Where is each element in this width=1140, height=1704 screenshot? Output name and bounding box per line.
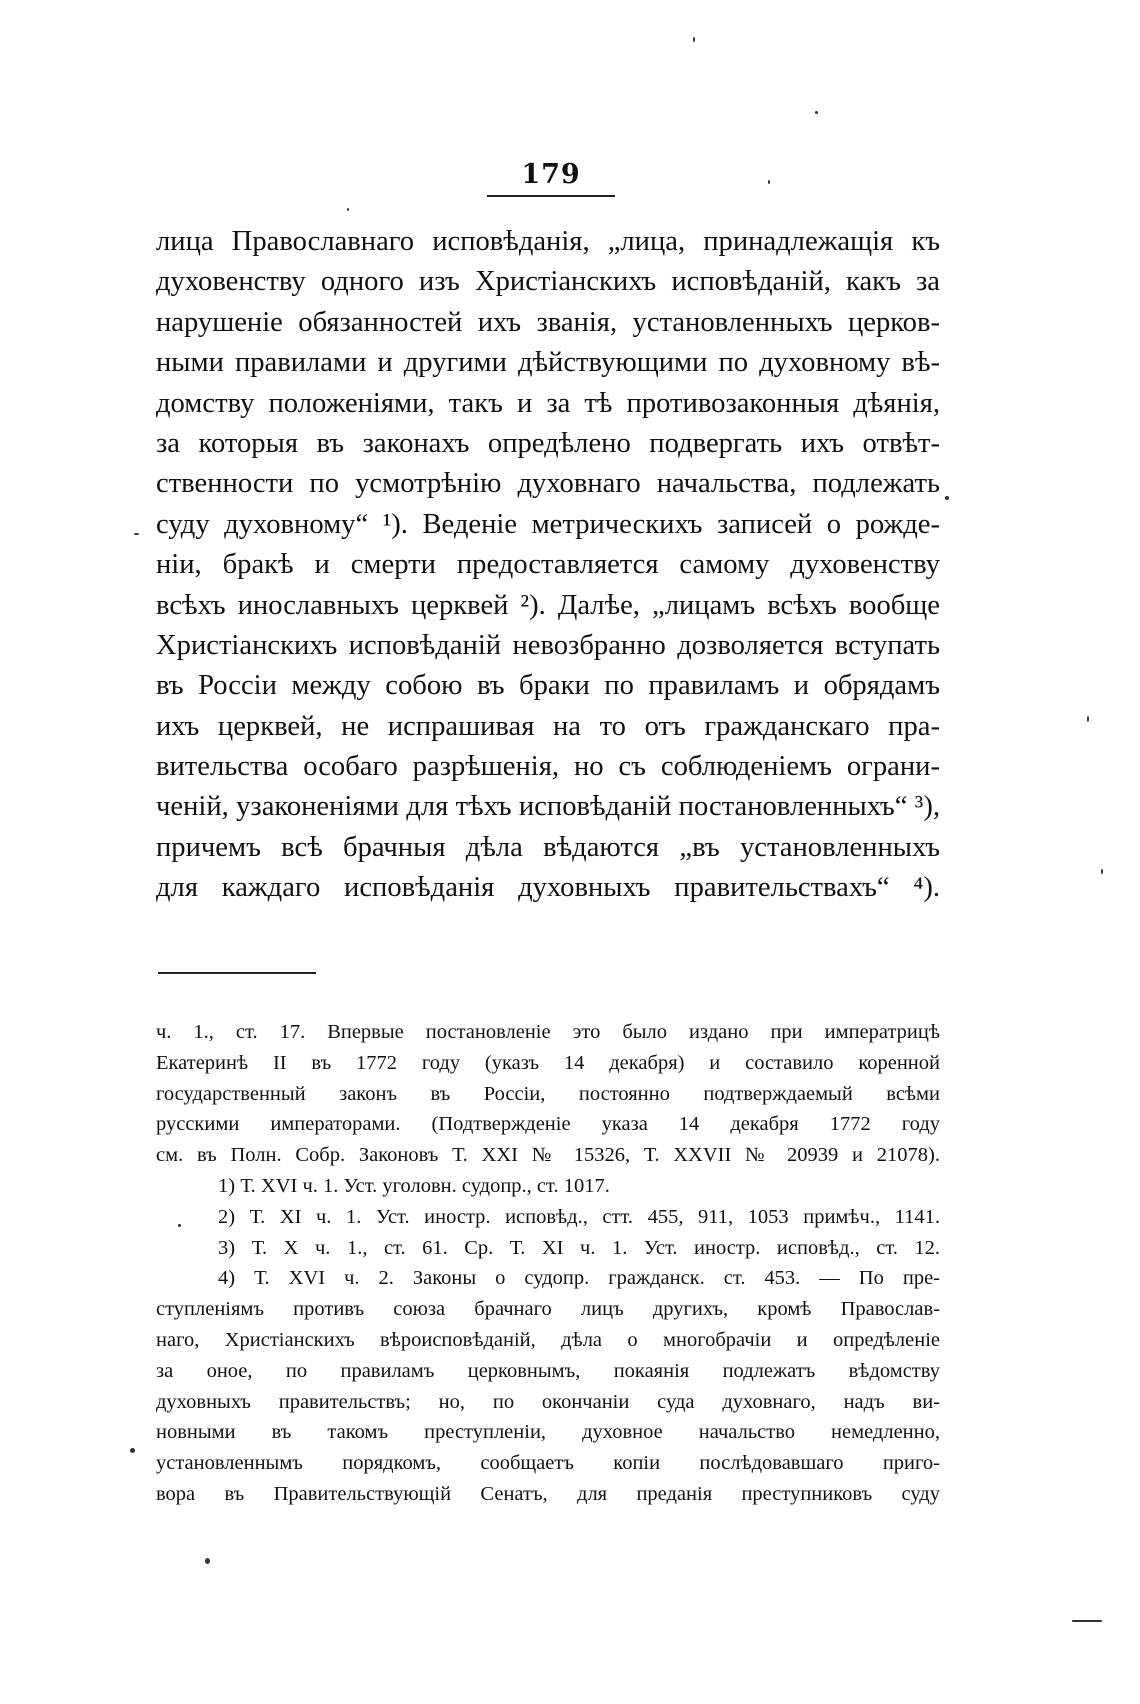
footnote-line: новными въ такомъ преступленіи, духовное начальство немедленно, [156,1421,940,1444]
footnote-line: ступленіямъ противъ союза брачнаго лицъ другихъ, кромѣ Православ- [156,1298,940,1321]
footnote-line: установленнымъ порядкомъ, сообщаетъ копіи послѣдовавшаго приго- [156,1452,940,1475]
scan-speck [347,208,349,211]
body-line: духовенству одного изъ Христіанскихъ исповѣданій, какъ за [156,266,940,298]
scan-speck [945,496,949,500]
footnote-line: 3) Т. X ч. 1., ст. 61. Ср. Т. XI ч. 1. Уст. иностр. исповѣд., ст. 12. [218,1236,940,1259]
body-line: вительства особаго разрѣшенія, но съ соблюденіемъ ограни- [156,751,940,783]
footnote-line: за оное, по правиламъ церковнымъ, покаянія подлежатъ вѣдомству [156,1359,940,1382]
footnote-line: духовныхъ правительствъ; но, по окончаніи суда духовнаго, надъ ви- [156,1390,940,1413]
scan-speck [1101,869,1103,874]
body-line: всѣхъ инославныхъ церквей ²). Далѣе, „лицамъ всѣхъ вообще [156,589,940,621]
body-line: суду духовному“ ¹). Веденіе метрическихъ записей о рожде- [156,508,940,540]
body-line: причемъ всѣ брачныя дѣла вѣдаются „въ установленныхъ [156,831,940,863]
footnote-separator [158,972,316,974]
body-line: нарушеніе обязанностей ихъ званія, установленныхъ церков- [156,306,940,338]
scan-speck [130,1448,135,1453]
body-line: за которыя въ законахъ опредѣлено подвергать ихъ отвѣт- [156,427,940,459]
scan-speck [1072,1620,1102,1622]
footnote-line: ч. 1., ст. 17. Впервые постановленіе это было издано при императрицѣ [156,1021,940,1043]
footnote-line: 4) Т. XVI ч. 2. Законы о судопр. гражданск. ст. 453. — По пре- [218,1267,940,1290]
footnote-line: наго, Христіанскихъ вѣроисповѣданій, дѣла о многобрачіи и опредѣленіе [156,1328,940,1351]
body-line: лица Православнаго исповѣданія, „лица, принадлежащія къ [156,226,940,257]
scan-speck [815,111,818,114]
scan-speck [768,180,770,184]
body-text [156,222,940,909]
scan-speck [134,533,139,535]
scan-speck [205,1558,210,1564]
body-line: Христіанскихъ исповѣданій невозбранно дозволяется вступать [156,629,940,661]
body-line: для каждаго исповѣданія духовныхъ правительствахъ“ ⁴). [156,872,940,904]
scan-speck [1087,716,1089,722]
footnote-line: см. въ Полн. Собр. Законовъ Т. XXI № 15326, Т. XXVII № 20939 и 21078). [156,1144,940,1167]
scan-speck [178,1224,181,1227]
footnotes [156,1017,940,1510]
body-line: ченій, узаконеніями для тѣхъ исповѣданій постановленныхъ“ ³), [156,791,940,823]
footnote-line: вора въ Правительствующій Сенатъ, для преданія преступниковъ суду [156,1482,940,1505]
footnote-line: русскими императорами. (Подтвержденіе указа 14 декабря 1772 году [156,1113,940,1136]
body-line: ственности по усмотрѣнію духовнаго начальства, подлежать [156,468,940,500]
footnote-line: государственный законъ въ Россіи, постоянно подтверждаемый всѣми [156,1082,940,1105]
body-line: домству положеніями, такъ и за тѣ противозаконныя дѣянія, [156,387,940,419]
scan-speck [693,37,695,42]
page-number: 179 [521,159,581,190]
body-line: ніи, бракѣ и смерти предоставляется самому духовенству [156,549,940,581]
footnote-line: Екатеринѣ II въ 1772 году (указъ 14 декабря) и составило коренной [156,1051,940,1074]
footnote-line: 1) Т. XVI ч. 1. Уст. уголовн. судопр., ст. 1017. [218,1174,610,1197]
body-line: въ Россіи между собою въ браки по правиламъ и обрядамъ [156,670,940,702]
body-line: ными правилами и другими дѣйствующими по духовному вѣ- [156,347,940,379]
body-line: ихъ церквей, не испрашивая на то отъ гражданскаго пра- [156,710,940,742]
page-number-rule [487,195,615,197]
footnote-line: 2) Т. XI ч. 1. Уст. иностр. исповѣд., стт. 455, 911, 1053 примѣч., 1141. [218,1205,940,1228]
